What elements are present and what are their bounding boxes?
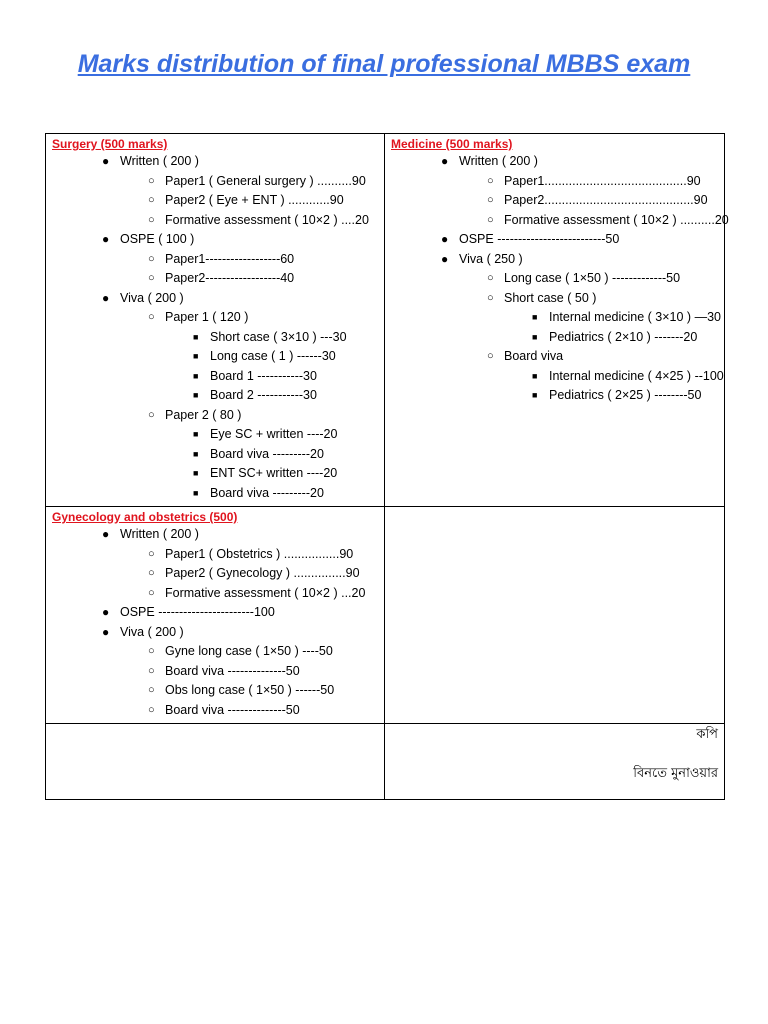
list-item [52, 564, 378, 584]
list-item [52, 347, 378, 367]
list-item-text: Internal medicine ( 4×25 ) --100 [549, 368, 724, 383]
signature-cell [385, 724, 725, 800]
list-item [52, 525, 378, 545]
bullet-circle-icon: ○ [487, 213, 494, 226]
bullet-square-icon: ■ [193, 331, 199, 342]
medicine-heading: Medicine (500 marks) [391, 137, 513, 151]
list-item-text: Obs long case ( 1×50 ) ------50 [165, 683, 335, 697]
list-item-text: Paper1 ( Obstetrics ) ................90 [165, 546, 354, 561]
bullet-dot-icon: ● [441, 154, 449, 168]
list-item [52, 152, 378, 172]
list-item-text: Paper1 ( General surgery ) ..........90 [165, 173, 366, 188]
list-item-text: Paper1.........................................90 [504, 173, 701, 188]
list-item-text: Board 2 -----------30 [210, 388, 317, 402]
list-item-text: Viva ( 200 ) [120, 290, 184, 305]
bullet-circle-icon: ○ [148, 408, 155, 421]
list-item [52, 623, 378, 643]
list-item-text: Paper2 ( Eye + ENT ) ............90 [165, 193, 344, 207]
medicine-cell [385, 134, 729, 507]
bullet-square-icon: ■ [532, 331, 538, 342]
bullet-square-icon: ■ [193, 390, 199, 400]
list-item [52, 191, 378, 211]
bullet-circle-icon: ○ [148, 664, 155, 677]
bullet-square-icon: ■ [193, 429, 199, 439]
list-item-text: Formative assessment ( 10×2 ) ..........20 [504, 212, 729, 227]
medicine-list [391, 152, 729, 406]
list-item [391, 250, 718, 270]
list-item [391, 347, 718, 367]
list-item [52, 464, 378, 484]
list-item [52, 445, 378, 465]
list-item [52, 230, 378, 250]
marks-table [45, 133, 729, 800]
list-item [391, 328, 718, 348]
list-item-text: ENT SC+ written ----20 [210, 466, 338, 480]
list-item-text: Eye SC + written ----20 [210, 427, 338, 441]
bullet-square-icon: ■ [532, 370, 538, 381]
list-item-text: Internal medicine ( 3×10 ) —30 [549, 310, 721, 324]
list-item-text: Board viva ---------20 [210, 485, 324, 500]
list-item [52, 584, 378, 604]
list-item [52, 386, 378, 406]
list-item [52, 603, 378, 623]
list-item [52, 172, 378, 192]
list-item [52, 406, 378, 426]
list-item [52, 484, 378, 504]
bullet-square-icon: ■ [193, 487, 199, 498]
list-item [52, 367, 378, 387]
list-item [52, 211, 378, 231]
list-item-text: Board viva --------------50 [165, 663, 300, 678]
list-item-text: Formative assessment ( 10×2 ) ...20 [165, 585, 366, 600]
list-item-text: Written ( 200 ) [120, 527, 199, 541]
bullet-square-icon: ■ [193, 468, 199, 478]
list-item [52, 662, 378, 682]
bullet-square-icon: ■ [532, 390, 538, 400]
bullet-circle-icon: ○ [148, 194, 155, 206]
bullet-dot-icon: ● [102, 624, 110, 639]
list-item [52, 425, 378, 445]
list-item-text: Paper2 ( Gynecology ) ...............90 [165, 566, 360, 580]
bullet-circle-icon: ○ [148, 213, 155, 226]
table-row [46, 134, 725, 507]
surgery-heading: Surgery (500 marks) [52, 137, 168, 151]
list-item-text: Written ( 200 ) [459, 154, 538, 168]
list-item-text: Paper 1 ( 120 ) [165, 310, 249, 324]
list-item-text: Short case ( 3×10 ) ---30 [210, 329, 347, 344]
bullet-circle-icon: ○ [487, 350, 494, 362]
bullet-circle-icon: ○ [148, 311, 155, 323]
list-item-text: Paper2------------------40 [165, 271, 295, 285]
list-item-text: Written ( 200 ) [120, 154, 199, 168]
bullet-dot-icon: ● [102, 527, 110, 541]
bullet-circle-icon: ○ [148, 645, 155, 657]
bullet-circle-icon: ○ [148, 703, 155, 716]
list-item-text: Viva ( 200 ) [120, 624, 184, 639]
bullet-circle-icon: ○ [148, 567, 155, 579]
list-item [391, 152, 718, 172]
list-item [52, 681, 378, 701]
list-item [391, 367, 724, 387]
table-row [46, 507, 725, 724]
list-item-text: Long case ( 1 ) ------30 [210, 349, 336, 363]
list-item [52, 328, 378, 348]
list-item [52, 701, 378, 721]
list-item [391, 269, 718, 289]
list-item-text: Pediatrics ( 2×10 ) -------20 [549, 329, 698, 344]
list-item [52, 250, 378, 270]
list-item [52, 545, 378, 565]
bullet-square-icon: ■ [532, 312, 538, 322]
list-item [391, 386, 718, 406]
list-item-text: Formative assessment ( 10×2 ) ....20 [165, 212, 369, 227]
gyne-list [52, 525, 378, 720]
bullet-circle-icon: ○ [148, 684, 155, 696]
surgery-list [52, 152, 378, 503]
bullet-dot-icon: ● [441, 232, 449, 246]
list-item-text: Viva ( 250 ) [459, 251, 523, 266]
bullet-square-icon: ■ [193, 370, 199, 381]
gyne-cell [46, 507, 385, 724]
list-item-text: Paper1------------------60 [165, 251, 295, 266]
bullet-circle-icon: ○ [487, 291, 494, 304]
bullet-circle-icon: ○ [148, 252, 155, 265]
list-item [52, 289, 378, 309]
list-item [391, 191, 718, 211]
page-title: Marks distribution of final professional MBBS exam [77, 50, 691, 78]
list-item [52, 642, 378, 662]
table-row [46, 724, 725, 800]
bullet-dot-icon: ● [102, 290, 110, 305]
bullet-square-icon: ■ [193, 351, 199, 361]
bullet-circle-icon: ○ [487, 174, 494, 187]
list-item-text: Board viva ---------20 [210, 446, 324, 461]
list-item-text: OSPE --------------------------50 [459, 232, 620, 246]
list-item-text: Paper 2 ( 80 ) [165, 407, 242, 422]
list-item-text: OSPE -----------------------100 [120, 605, 275, 619]
bullet-circle-icon: ○ [487, 194, 494, 206]
bullet-dot-icon: ● [102, 605, 110, 619]
list-item [391, 172, 718, 192]
list-item [391, 289, 718, 309]
list-item-text: Board 1 -----------30 [210, 368, 317, 383]
empty-cell [385, 507, 725, 724]
signature-line-1: কপি [696, 727, 718, 742]
list-item-text: OSPE ( 100 ) [120, 232, 195, 246]
list-item [391, 230, 718, 250]
list-item-text: Gyne long case ( 1×50 ) ----50 [165, 644, 333, 658]
list-item-text: Pediatrics ( 2×25 ) --------50 [549, 388, 702, 402]
list-item [52, 308, 378, 328]
list-item-text: Board viva --------------50 [165, 702, 300, 717]
bullet-circle-icon: ○ [487, 272, 494, 284]
list-item [52, 269, 378, 289]
bullet-circle-icon: ○ [148, 174, 155, 187]
list-item-text: Long case ( 1×50 ) -------------50 [504, 271, 681, 285]
list-item-text: Board viva [504, 349, 564, 363]
surgery-cell [46, 134, 385, 507]
signature-left-cell [46, 724, 385, 800]
list-item [391, 211, 729, 231]
list-item-text: Paper2...........................................90 [504, 193, 708, 207]
list-item [391, 308, 721, 328]
bullet-dot-icon: ● [102, 232, 110, 246]
bullet-circle-icon: ○ [148, 586, 155, 599]
bullet-dot-icon: ● [441, 251, 449, 266]
bullet-circle-icon: ○ [148, 547, 155, 560]
bullet-dot-icon: ● [102, 154, 110, 168]
gyne-heading: Gynecology and obstetrics (500) [52, 510, 238, 524]
list-item-text: Short case ( 50 ) [504, 290, 597, 305]
signature-line-2: বিনতে মুনাওয়ার [633, 766, 718, 781]
bullet-square-icon: ■ [193, 448, 199, 459]
bullet-circle-icon: ○ [148, 272, 155, 284]
